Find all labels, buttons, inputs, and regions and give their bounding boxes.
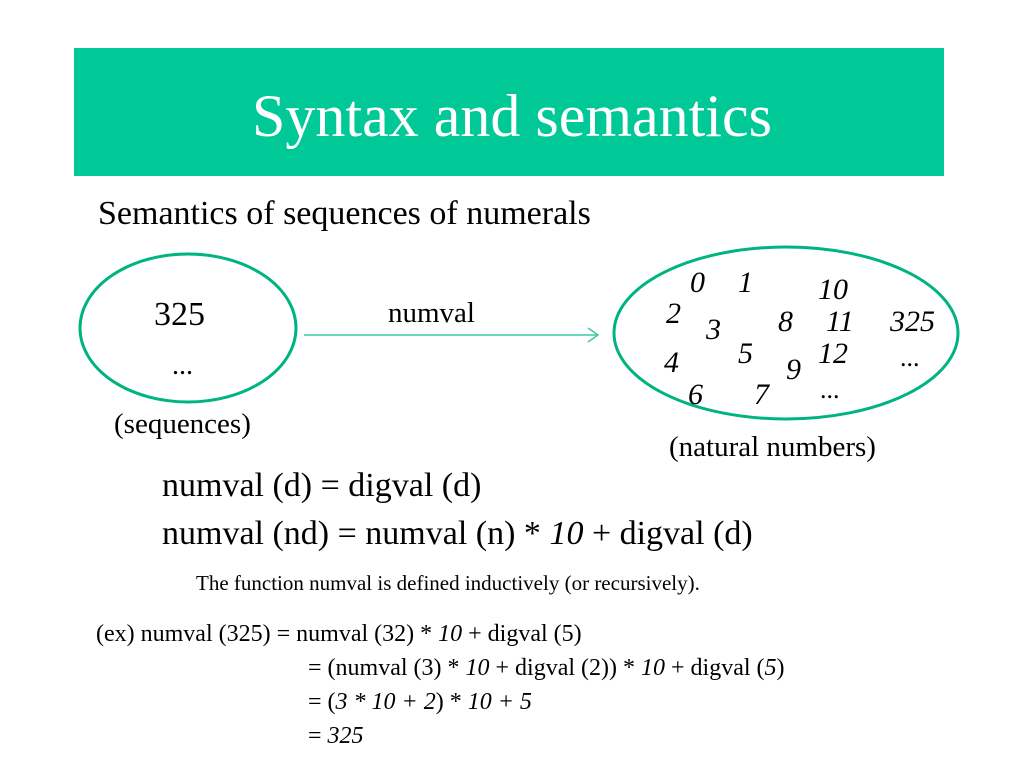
page-title: Syntax and semantics (252, 83, 772, 149)
sequences-caption: (sequences) (114, 408, 251, 440)
subtitle: Semantics of sequences of numerals (98, 195, 591, 232)
natural-number: 1 (738, 266, 753, 299)
example-line-2: = (numval (3) * 10 + digval (2)) * 10 + digval (5) (308, 655, 785, 681)
natural-number: 11 (826, 305, 854, 338)
natural-number: 9 (786, 353, 801, 386)
natural-number: 325 (890, 305, 935, 338)
sequence-value: 325 (154, 296, 205, 333)
natural-numbers-caption: (natural numbers) (669, 431, 876, 463)
natural-number: 12 (818, 337, 848, 370)
arrow-label: numval (388, 297, 475, 329)
equation-inductive-case: numval (nd) = numval (n) * 10 + digval (d) (162, 515, 753, 552)
definition-note: The function numval is defined inductively (or recursively). (196, 571, 700, 595)
example-line-4: = 325 (308, 723, 364, 749)
natural-number: 7 (754, 378, 769, 411)
natural-number: 10 (818, 273, 848, 306)
natural-number: 6 (688, 378, 703, 411)
natural-number: 5 (738, 337, 753, 370)
example-line-3: = (3 * 10 + 2) * 10 + 5 (308, 689, 532, 715)
example-line-1: (ex) numval (325) = numval (32) * 10 + digval (5) (96, 621, 582, 647)
natural-number: 2 (666, 297, 681, 330)
natural-number: 3 (706, 313, 721, 346)
natural-number: 0 (690, 266, 705, 299)
equation-base-case: numval (d) = digval (d) (162, 467, 482, 504)
natural-number-ellipsis: ... (900, 343, 920, 372)
natural-number: 8 (778, 305, 793, 338)
sequence-ellipsis: ... (172, 350, 193, 381)
natural-number: 4 (664, 346, 679, 379)
natural-number-ellipsis: ... (820, 375, 840, 404)
